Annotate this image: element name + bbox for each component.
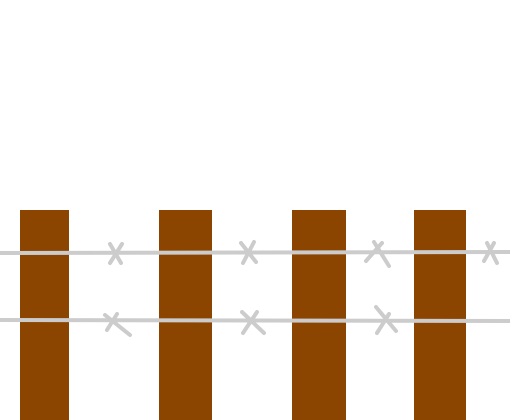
barb-lower-1	[105, 314, 130, 335]
fence-post-1	[20, 210, 69, 420]
fence-post-3	[292, 210, 346, 420]
wire-strand-lower	[0, 320, 510, 321]
fence-post-4	[414, 210, 466, 420]
fence-post-2	[159, 210, 212, 420]
wire-strand-upper	[0, 252, 510, 253]
